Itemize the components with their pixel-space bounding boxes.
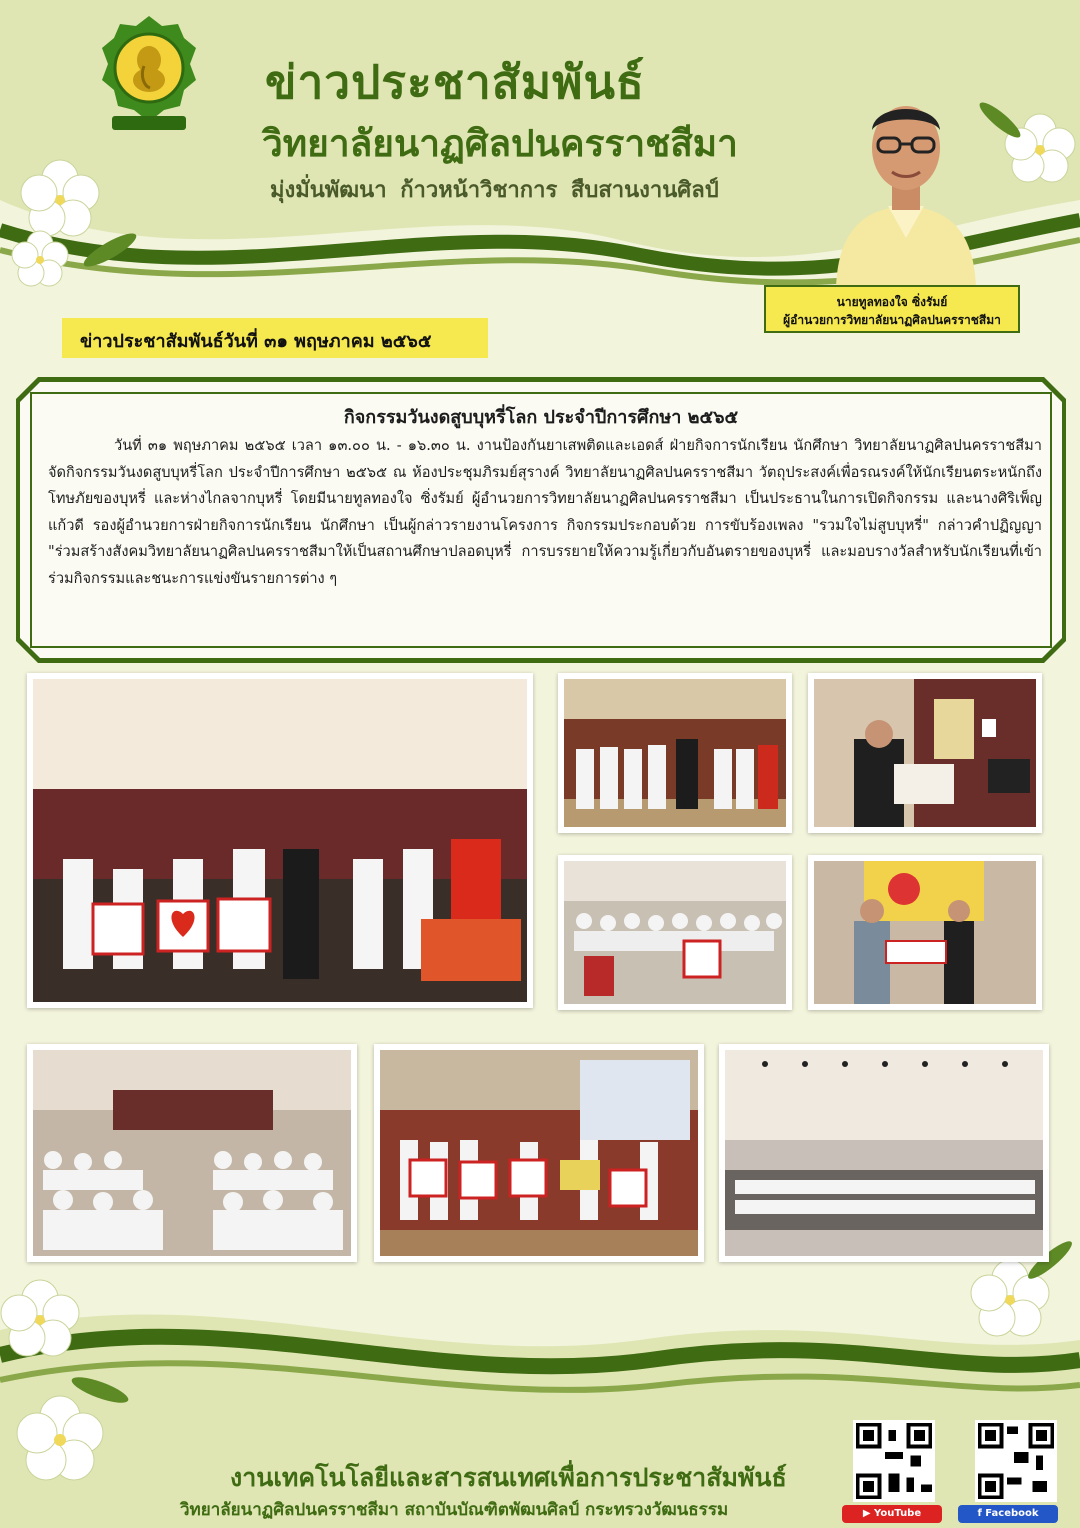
youtube-label: YouTube: [874, 1508, 922, 1519]
facebook-icon: f: [977, 1508, 986, 1519]
ganesha-logo-icon: [100, 14, 198, 134]
facebook-button[interactable]: [958, 1505, 1058, 1523]
event-photo-7: [374, 1044, 704, 1262]
event-photo-3: [808, 673, 1042, 833]
youtube-icon: ▶: [862, 1508, 875, 1519]
page-title: ข่าวประชาสัมพันธ์: [265, 55, 646, 109]
slogan: มุ่งมั่นพัฒนา ก้าวหน้าวิชาการ สืบสานงานศิลป์: [270, 177, 719, 203]
facebook-qr-code-icon[interactable]: [975, 1420, 1057, 1502]
director-position: ผู้อำนวยการวิทยาลัยนาฏศิลปนครราชสีมา: [783, 313, 1001, 327]
director-nameplate: [764, 285, 1020, 333]
youtube-qr-code-icon[interactable]: [853, 1420, 935, 1502]
date-banner: ข่าวประชาสัมพันธ์วันที่ ๓๑ พฤษภาคม ๒๕๖๕: [62, 318, 488, 358]
institution-name: วิทยาลัยนาฏศิลปนครราชสีมา: [262, 121, 738, 165]
event-photo-1: [27, 673, 533, 1008]
facebook-label: Facebook: [985, 1508, 1039, 1519]
footer-department: งานเทคโนโลยีและสารสนเทศเพื่อการประชาสัมพันธ์: [230, 1463, 787, 1492]
event-photo-8: [719, 1044, 1049, 1262]
footer-institution: วิทยาลัยนาฏศิลปนครราชสีมา สถาบันบัณฑิตพัฒนศิลป์ กระทรวงวัฒนธรรม: [180, 1500, 729, 1520]
event-photo-6: [27, 1044, 357, 1262]
director-photo: [826, 78, 986, 288]
event-photo-4: [558, 855, 792, 1010]
director-name: นายทูลทองใจ ซิ่งรัมย์: [836, 295, 948, 309]
article-title: กิจกรรมวันงดสูบบุหรี่โลก ประจำปีการศึกษา ๒๕๖๕: [343, 407, 739, 428]
article-body: วันที่ ๓๑ พฤษภาคม ๒๕๖๕ เวลา ๑๓.๐๐ น. - ๑๖.๓๐ น. งานป้องกันยาเสพติดและเอดส์ ฝ่ายกิจการนักเรียน นักศึกษา วิทยาลัยนาฏศิลปนครราชสีมา จัดกิจกรรมวันงดสูบบุหรี่โลก ประจำปีการศึกษา ๒๕๖๕ ณ ห้องประชุมภิรมย์สุรางค์ วิทยาลัยนาฏศิลปนครราชสีมา วัตถุประสงค์เพื่อรณรงค์ให้นักเรียนตระหนักถึงโทษภัยของบุหรี่ และห่างไกลจากบุหรี่ โดยมีนายทูลทองใจ ซิ่งรัมย์ ผู้อำนวยการวิทยาลัยนาฏศิลปนครราชสีมา เป็นประธานในการเปิดกิจกรรม และนางศิริเพ็ญ แก้วดี รองผู้อำนวยการฝ่ายกิจการนักเรียน นักศึกษา เป็นผู้กล่าวรายงานโครงการ กิจกรรมประกอบด้วย การขับร้องเพลง "รวมใจไม่สูบบุหรี่" กล่าวคำปฏิญญา "ร่วมสร้างสังคมวิทยาลัยนาฏศิลปนครราชสีมาให้เป็นสถานศึกษาปลอดบุหรี่ การบรรยายให้ความรู้เกี่ยวกับอันตรายของบุหรี่ และมอบรางวัลสำหรับนักเรียนที่เข้าร่วมกิจกรรมและชนะการแข่งขันรายการต่าง ๆ: [48, 437, 1042, 587]
event-photo-2: [558, 673, 792, 833]
event-photo-5: [808, 855, 1042, 1010]
youtube-button[interactable]: [842, 1505, 942, 1523]
